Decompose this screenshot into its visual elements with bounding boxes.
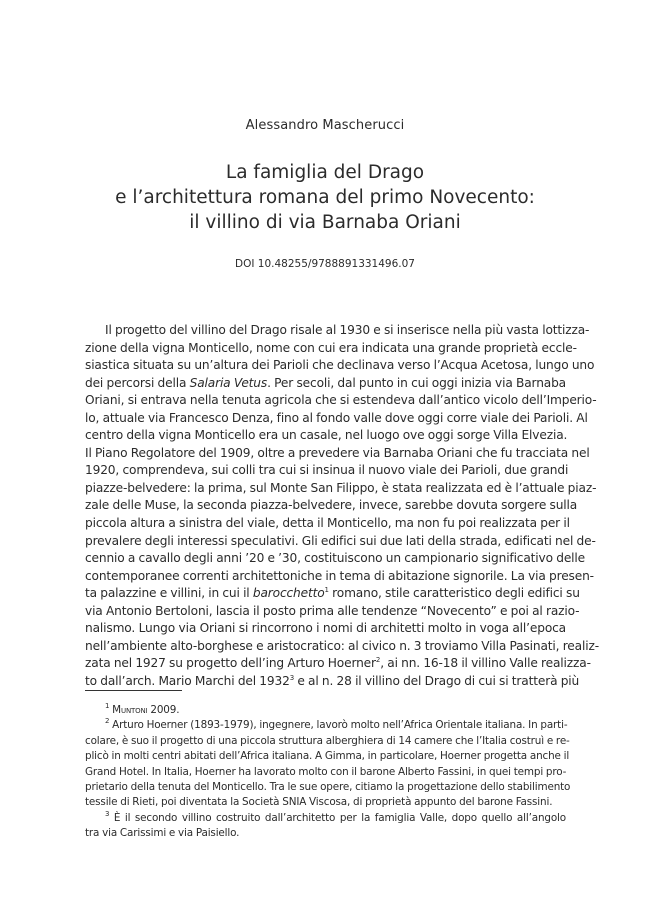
footnote-text: Muntoni 2009. — [112, 704, 180, 716]
body-line: cennio a cavallo degli anni ’20 e ’30, costituiscono un campionario significativo delle — [85, 551, 585, 566]
body-line: piccola altura a sinistra del viale, detta il Monticello, ma non fu poi realizzata per il — [85, 516, 570, 531]
footnote-mark: 2 — [105, 717, 110, 726]
footnote-ref-3[interactable]: 3 — [289, 673, 295, 682]
body-line: lo, attuale via Francesco Denza, fino al fondo valle dove oggi corre viale dei Parioli. Al — [85, 410, 588, 425]
body-line: Oriani, si entrava nella tenuta agricola che si estendeva dall’antico vicolo dell’Imperio- — [85, 393, 597, 408]
footnote-line: colare, è suo il progetto di una piccola struttura alberghiera di 14 camere che l’Italia costruì e re- — [85, 734, 570, 747]
body-line: piazze-belvedere: la prima, sul Monte San Filippo, è stata realizzata ed è l’attuale piaz- — [85, 480, 597, 495]
body-line: contemporanee correnti architettoniche in tema di abitazione signorile. La via presen- — [85, 568, 594, 583]
body-line — [85, 655, 591, 673]
body-segment: . Per secoli, dal punto in cui oggi inizia via Barnaba — [267, 375, 566, 390]
body-line: zale delle Muse, la seconda piazza-belvedere, invece, sarebbe dovuta sorgere sulla — [85, 498, 578, 513]
footnote-1 — [85, 703, 566, 718]
footnote-line: tessile di Rieti, poi diventata la Società SNIA Viscosa, di proprietà appunto del barone Fassini. — [85, 796, 553, 809]
body-line: centro della vigna Monticello era un casale, nel luogo ove oggi sorge Villa Elvezia. — [85, 428, 568, 443]
footnote-2 — [85, 718, 566, 733]
footnote-line: plicò in molti centri abitati dell’Africa italiana. A Gimma, in particolare, Hoerner progetta anche il — [85, 750, 570, 763]
body-segment: ta palazzine e villini, in cui il — [85, 586, 253, 601]
doi: DOI 10.48255/9788891331496.07 — [235, 258, 415, 270]
author-name: Alessandro Mascherucci — [245, 118, 405, 133]
body-line: siastica situata su un’altura dei Parioli che declinava verso l’Acqua Acetosa, lungo uno — [85, 358, 595, 373]
footnote-text: Arturo Hoerner (1893-1979), ingegnere, lavorò molto nell’Africa Orientale italiana. In parti- — [112, 719, 568, 732]
footnote-line: prietario della tenuta del Monticello. Tra le sue opere, citiamo la progettazione dello stabilimento — [85, 781, 571, 794]
body-segment: , ai nn. 16-18 il villino Valle realizza- — [380, 656, 591, 671]
italic-term: Salaria Vetus — [189, 375, 268, 390]
footnote-divider — [85, 690, 182, 691]
title-line-3: il villino di via Barnaba Oriani — [189, 212, 461, 233]
footnote-text: È il secondo villino costruito dall’architetto per la famiglia Valle, dopo quello all’angolo — [113, 811, 566, 824]
italic-term: barocchetto — [252, 586, 325, 601]
footnote-3 — [85, 811, 566, 826]
body-line: zione della vigna Monticello, nome con cui era indicata una grande proprietà eccle- — [85, 340, 577, 355]
body-segment: to dall’arch. Mario Marchi del 1932 — [85, 673, 290, 688]
body-line: Il progetto del villino del Drago risale al 1930 e si inserisce nella più vasta lottizza- — [105, 323, 590, 337]
body-segment: dei percorsi della — [85, 375, 190, 390]
title-line-2: e l’architettura romana del primo Novecento: — [115, 187, 535, 208]
body-line — [85, 375, 566, 393]
footnote-mark: 1 — [105, 702, 110, 710]
body-line: via Antonio Bertoloni, lascia il posto prima alle tendenze “Novecento” e poi al razio- — [85, 603, 580, 618]
footnote-ref-2[interactable]: 2 — [375, 656, 381, 665]
footnote-line: tra via Carissimi e via Paisiello. — [85, 827, 240, 840]
body-segment: romano, stile caratteristico degli edifici su — [328, 586, 580, 601]
body-line: 1920, comprendeva, sui colli tra cui si insinua il nuovo viale dei Parioli, due grandi — [85, 463, 569, 478]
body-line — [85, 673, 580, 691]
footnote-ref-1[interactable]: 1 — [324, 586, 329, 595]
article-title — [0, 160, 650, 235]
title-line-1: La famiglia del Drago — [225, 162, 425, 183]
body-text — [85, 322, 599, 690]
body-line: nell’ambiente alto-borghese e aristocratico: al civico n. 3 troviamo Villa Pasinati, realiz- — [85, 638, 599, 653]
footnote-mark: 3 — [105, 809, 110, 818]
footnotes — [85, 702, 571, 842]
footnote-line: Grand Hotel. In Italia, Hoerner ha lavorato molto con il barone Alberto Fassini, in quei tempi pro- — [85, 765, 567, 778]
body-line: prevalere degli interessi speculativi. Gli edifici sui due lati della strada, edificati nel de- — [85, 533, 596, 548]
body-segment: zata nel 1927 su progetto dell’ing Arturo Hoerner — [85, 656, 376, 671]
body-line: Il Piano Regolatore del 1909, oltre a prevedere via Barnaba Oriani che fu tracciata nel — [85, 445, 590, 460]
body-line: nalismo. Lungo via Oriani si rincorrono i nomi di architetti molto in voga all’epoca — [85, 621, 566, 636]
body-line — [85, 585, 580, 603]
body-segment: e al n. 28 il villino del Drago di cui si tratterà più — [294, 673, 580, 688]
